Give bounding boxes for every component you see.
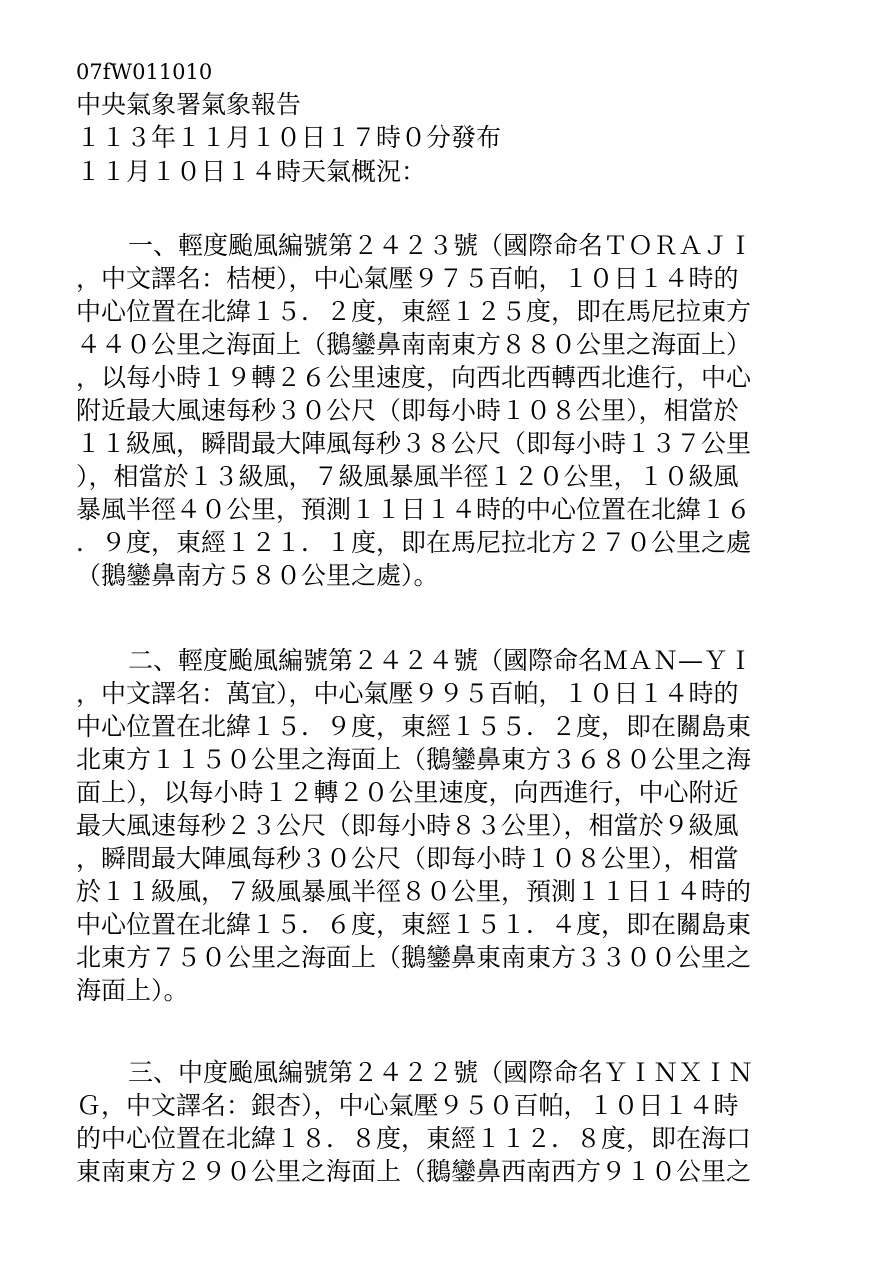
paragraph-line: ，中文譯名：萬宜），中心氣壓９９５百帕，１０日１４時的 [76,679,739,708]
paragraph-line: 附近最大風速每秒３０公尺（即每小時１０８公里），相當於 [76,396,739,425]
paragraph-line: ），相當於１３級風，７級風暴風半徑１２０公里，１０級風 [76,462,739,491]
paragraph-line: 中心位置在北緯１５．９度，東經１５５．２度，即在關島東 [76,712,752,741]
paragraph-line: 三、中度颱風編號第２４２２號（國際命名ＹＩＮＸＩＮ [128,1058,754,1087]
document-code: 07fW011010 [76,60,213,84]
paragraph-line: ，中文譯名：桔梗），中心氣壓９７５百帕，１０日１４時的 [76,264,739,293]
paragraph-line: ４４０公里之海面上（鵝鑾鼻南南東方８８０公里之海面上） [76,330,752,359]
paragraph-line: 北東方１１５０公里之海面上（鵝鑾鼻東方３６８０公里之海 [76,745,752,774]
paragraph-line: Ｇ，中文譯名：銀杏），中心氣壓９５０百帕，１０日１４時 [76,1091,739,1120]
paragraph-line: 北東方７５０公里之海面上（鵝鑾鼻東南東方３３００公里之 [76,943,752,972]
paragraph-line: 一、輕度颱風編號第２４２３號（國際命名ＴＯＲＡＪＩ [128,231,754,260]
typhoon-toraji-paragraph [76,229,806,592]
paragraph-line: 面上），以每小時１２轉２０公里速度，向西進行，中心附近 [76,778,739,807]
paragraph-line: 於１１級風，７級風暴風半徑８０公里，預測１１日１４時的 [76,877,752,906]
paragraph-line: 中心位置在北緯１５．６度，東經１５１．４度，即在關島東 [76,910,752,939]
paragraph-line: 中心位置在北緯１５．２度，東經１２５度，即在馬尼拉東方 [76,297,752,326]
typhoon-yinxing-paragraph [76,1056,806,1188]
typhoon-man-yi-paragraph [76,644,806,1007]
paragraph-line: ，瞬間最大陣風每秒３０公尺（即每小時１０８公里），相當 [76,844,739,873]
paragraph-line: ，以每小時１９轉２６公里速度，向西北西轉西北進行，中心 [76,363,752,392]
paragraph-line: 東南東方２９０公里之海面上（鵝鑾鼻西南西方９１０公里之 [76,1157,752,1186]
paragraph-line: 二、輕度颱風編號第２４２４號（國際命名ＭＡＮ—ＹＩ [128,646,754,675]
paragraph-line: １１級風，瞬間最大陣風每秒３８公尺（即每小時１３７公里 [76,429,752,458]
paragraph-line: （鵝鑾鼻南方５８０公里之處）。 [76,561,439,590]
summary-heading: １１月１０日１４時天氣概況： [76,157,427,186]
paragraph-line: ．９度，東經１２１．１度，即在馬尼拉北方２７０公里之處 [76,528,752,557]
paragraph-line: 海面上）。 [76,976,189,1005]
paragraph-line: 最大風速每秒２３公尺（即每小時８３公里），相當於９級風 [76,811,739,840]
document-title: 中央氣象署氣象報告 [76,90,302,119]
paragraph-line: 的中心位置在北緯１８．８度，東經１１２．８度，即在海口 [76,1124,752,1153]
paragraph-line: 暴風半徑４０公里，預測１１日１４時的中心位置在北緯１６ [76,495,752,524]
issue-time: １１３年１１月１０日１７時０分發布 [76,123,502,152]
